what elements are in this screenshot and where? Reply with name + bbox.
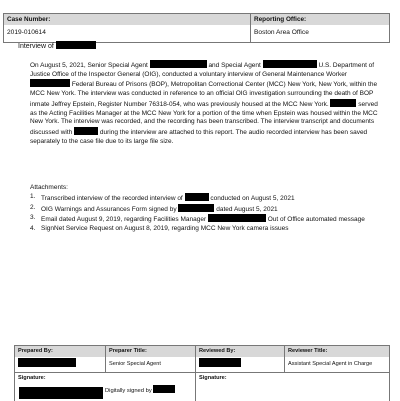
report-header-box xyxy=(3,13,390,43)
redaction-block xyxy=(74,127,98,135)
report-body-paragraph xyxy=(30,60,384,146)
body-text: U.S. Department of Justice Office of the Inspector General (OIG), conducted a voluntary interview of General Maintenance Worker xyxy=(30,62,375,78)
prepared-by-cell xyxy=(15,346,106,372)
reporting-office-cell xyxy=(251,14,389,42)
body-text: and Special Agent xyxy=(208,62,261,69)
body-text: Federal Bureau of Prisons (BOP), Metropolitan Correctional Center (MCC) New York, New York, within the MCC New York. The interview was conducted in reference to an official OIG investigation surrounding the death of BOP inmate Jeffrey Epstein, Register Number 76318-054, who was previously housed at the MCC New York. xyxy=(30,81,378,108)
preparer-signature-cell xyxy=(15,373,196,401)
redaction-block xyxy=(18,358,76,367)
redaction-block xyxy=(185,193,209,201)
redaction-block xyxy=(153,385,175,393)
case-number-label: Case Number: xyxy=(4,14,250,25)
redaction-block xyxy=(199,358,241,367)
attachments-list xyxy=(30,193,384,233)
list-item-number: 4. xyxy=(30,224,36,232)
interview-title xyxy=(18,41,96,51)
reviewer-title-value: Assistant Special Agent in Charge xyxy=(288,361,373,367)
redaction-block xyxy=(30,79,70,87)
body-text: On August 5, 2021, Senior Special Agent xyxy=(30,62,148,69)
digital-signature-stamp xyxy=(105,385,175,395)
reporting-office-label: Reporting Office: xyxy=(251,14,389,25)
redaction-block xyxy=(19,387,103,399)
redaction-block xyxy=(150,60,207,68)
prepared-by-value xyxy=(15,357,105,371)
list-item-number: 3. xyxy=(30,214,36,221)
preparer-title-label: Preparer Title: xyxy=(106,346,195,357)
list-item-text: SignNet Service Request on August 8, 2019, regarding MCC New York camera issues xyxy=(41,224,289,232)
redaction-block xyxy=(56,41,96,49)
body-text: served as the Acting Facilities Manager at the MCC New York for a portion of the time when Epstein was housed within the MCC New York. The interview was recorded, and the recording has been transcribed. The interview transcript and documents discussed with xyxy=(30,100,378,136)
prepared-by-label: Prepared By: xyxy=(15,346,105,357)
reviewed-by-cell xyxy=(196,346,285,372)
list-item-text: Out of Office automated message xyxy=(267,216,365,223)
redaction-block xyxy=(208,214,266,222)
list-item xyxy=(30,225,384,234)
list-item-text: conducted on August 5, 2021 xyxy=(210,195,295,202)
digital-signature-text: Digitally signed by xyxy=(105,388,152,394)
list-item-text: dated August 5, 2021 xyxy=(216,205,278,213)
interview-title-text: Interview of xyxy=(18,43,54,50)
signature-table xyxy=(14,345,390,401)
attachments-heading: Attachments: xyxy=(30,184,68,191)
case-number-value: 2019-010614 xyxy=(7,29,46,36)
body-text: during the interview are attached to this report. The audio recorded interview has been saved separately to the case file due to its large file size. xyxy=(30,128,368,145)
list-item xyxy=(30,193,384,204)
signature-row xyxy=(15,373,389,401)
reporting-office-value: Boston Area Office xyxy=(254,29,309,36)
list-item-text: Email dated August 9, 2019, regarding Facilities Manager xyxy=(41,216,207,223)
reviewer-title-label: Reviewer Title: xyxy=(285,346,389,357)
list-item-text: Transcribed interview of the recorded interview of xyxy=(41,195,183,202)
reviewed-by-label: Reviewed By: xyxy=(196,346,284,357)
list-item-number: 2. xyxy=(30,203,36,211)
list-item xyxy=(30,204,384,215)
preparer-title-value: Senior Special Agent xyxy=(109,361,161,367)
redaction-block xyxy=(330,99,356,107)
list-item-text: OIG Warnings and Assurances Form signed by xyxy=(41,205,177,213)
case-number-cell xyxy=(4,14,251,42)
list-item-number: 1. xyxy=(30,193,36,200)
reviewed-by-value xyxy=(196,357,284,371)
redaction-block xyxy=(178,204,214,212)
redaction-block xyxy=(263,60,317,68)
preparer-title-cell xyxy=(106,346,196,372)
reviewer-title-cell xyxy=(285,346,389,372)
reviewer-signature-cell xyxy=(196,373,389,401)
signature-label: Signature: xyxy=(18,375,46,381)
signature-label: Signature: xyxy=(199,375,227,381)
signature-table-header-row xyxy=(15,346,389,373)
list-item xyxy=(30,214,384,225)
